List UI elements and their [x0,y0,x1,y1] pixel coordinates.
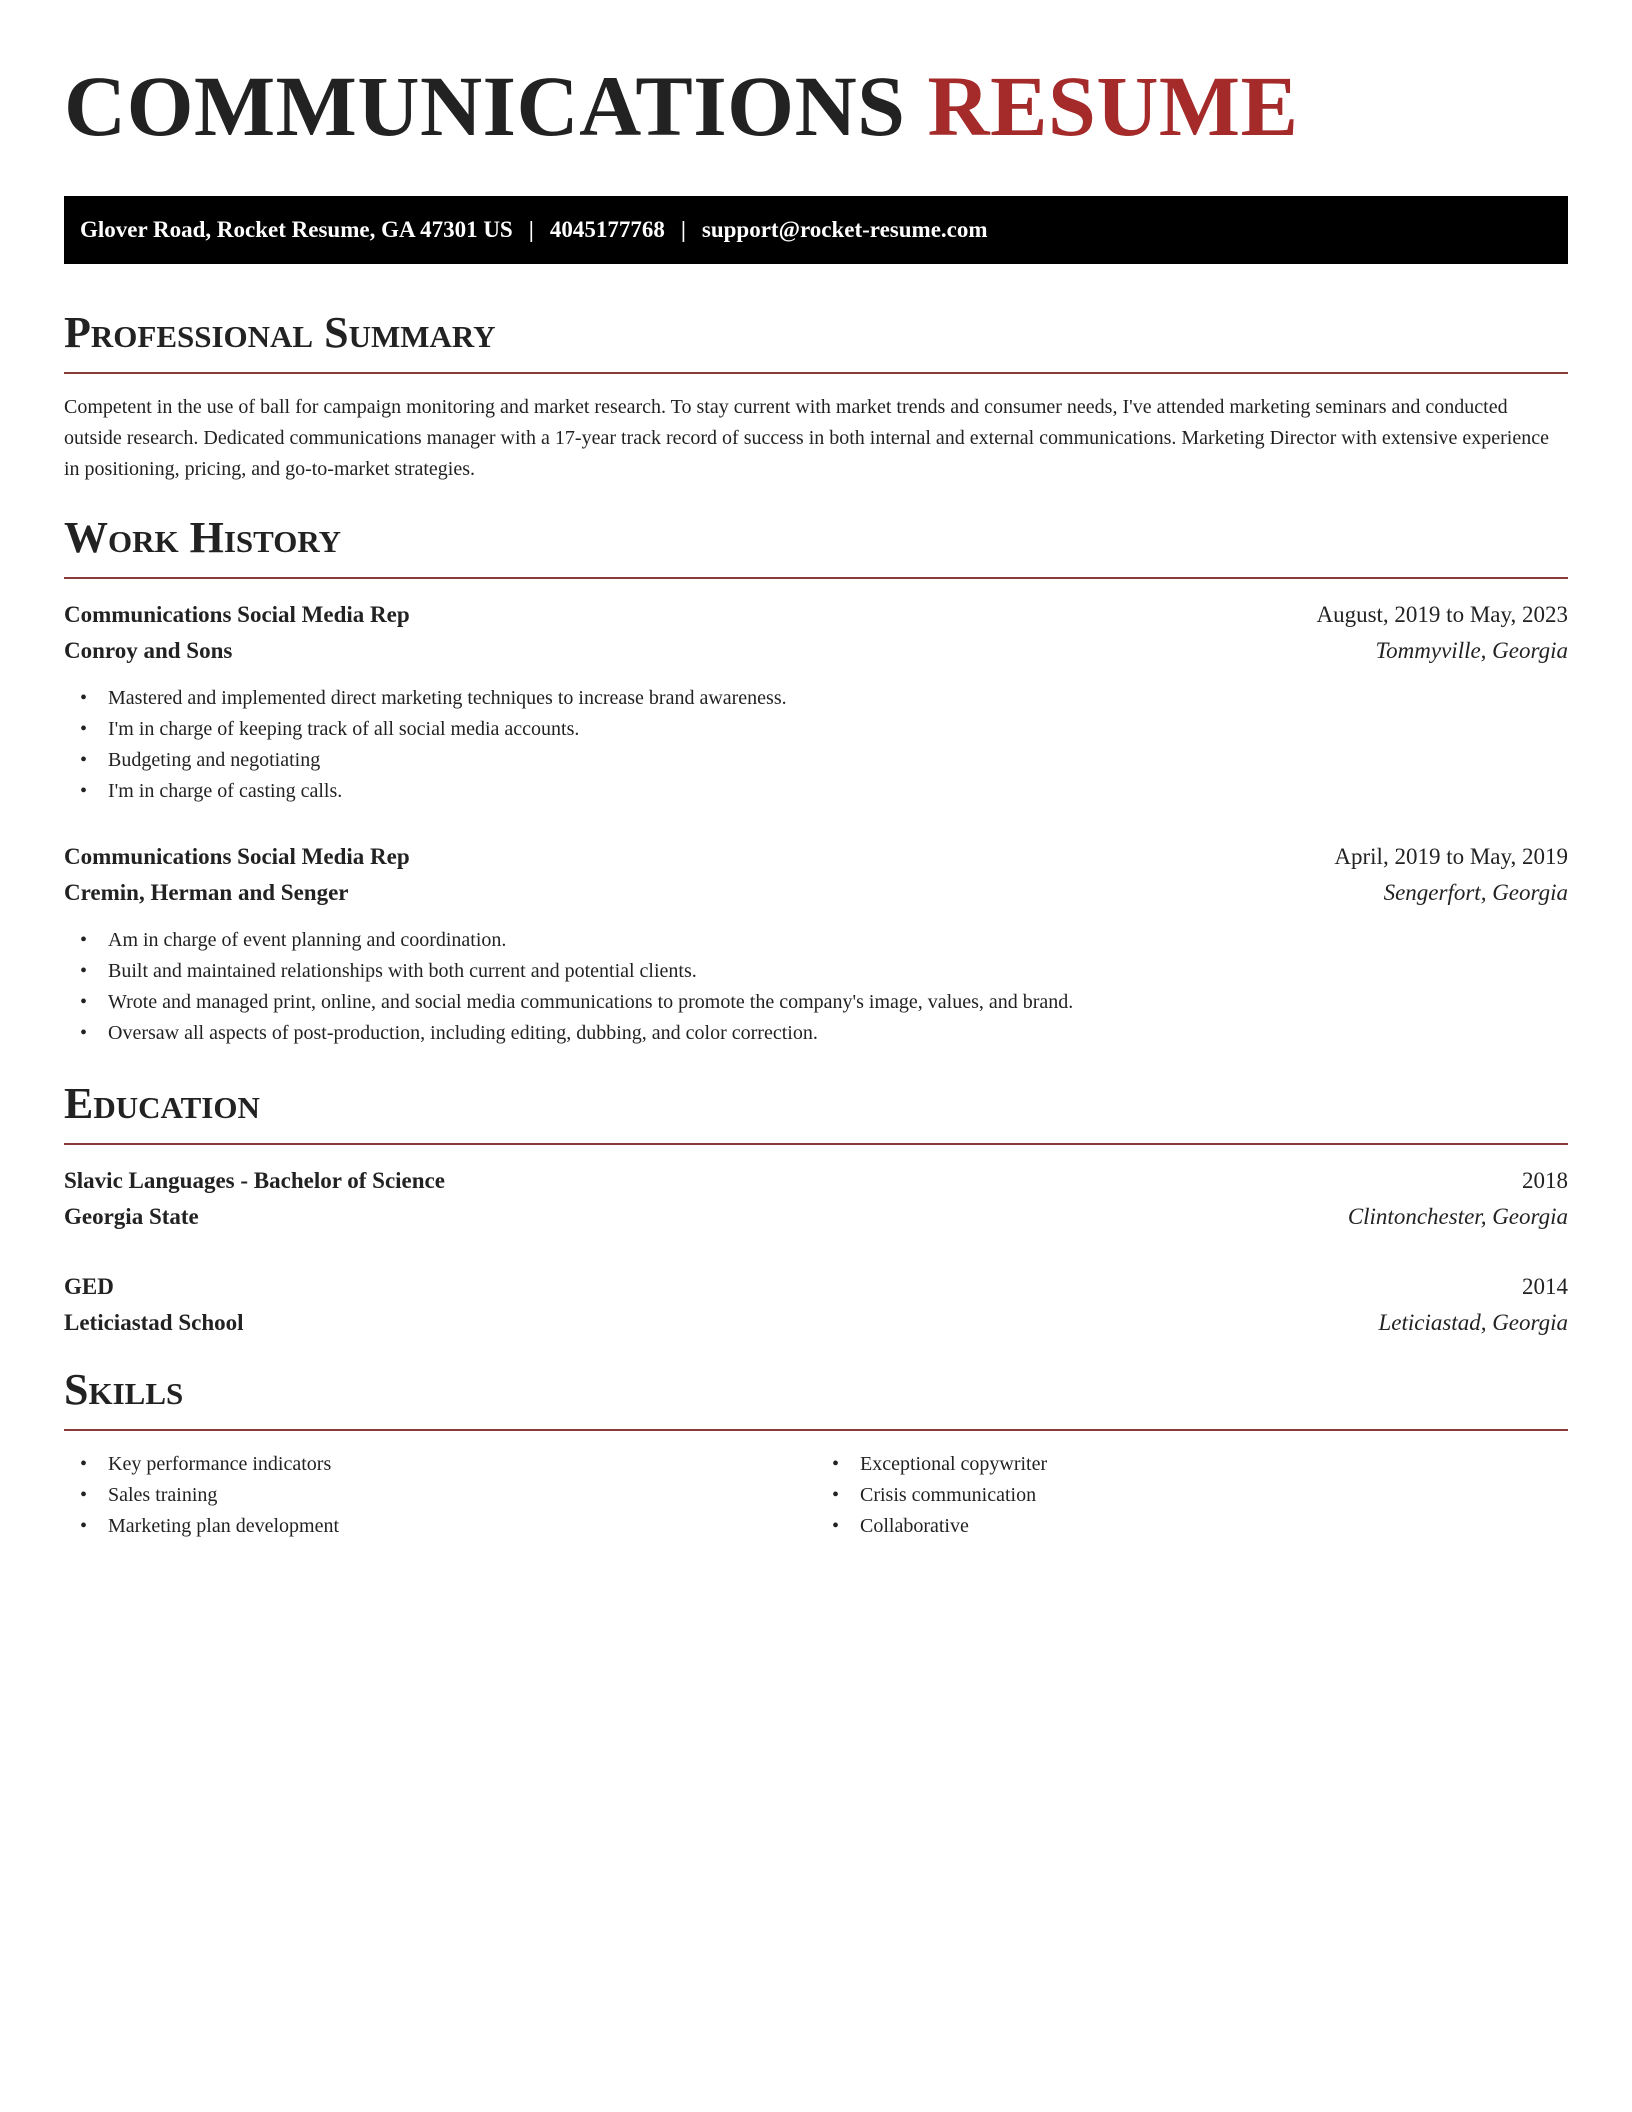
job-header-row [64,839,1568,875]
education-year: 2014 [1522,1274,1568,1299]
contact-separator: | [680,217,686,242]
job-title: Communications Social Media Rep [64,602,410,627]
skill-item: • Key performance indicators [64,1449,816,1480]
job-bullet: • Am in charge of event planning and coordination. [64,925,1568,956]
skills-column-right [816,1449,1568,1542]
section-divider [64,1429,1568,1431]
job-header-row [64,597,1568,633]
section-heading-education: Education [64,1079,260,1128]
education-school-row [64,1305,1568,1341]
summary-text: Competent in the use of ball for campaign monitoring and market research. To stay current with market trends and consumer needs, I've attended marketing seminars and conducted outside research. Dedicated communications manager with a 17-year track record of success in both internal and external communications. Marketing Director with extensive experience in positioning, pricing, and go-to-market strategies. [64,396,1549,480]
education-school-row [64,1199,1568,1235]
job-location: Sengerfort, Georgia [1383,880,1568,905]
education-degree-row [64,1163,1568,1199]
skills-column-left [64,1449,816,1542]
professional-summary-section [64,306,1568,485]
section-heading-work-history: Work History [64,513,342,562]
section-heading-summary: Professional Summary [64,308,496,357]
title-main: COMMUNICATIONS [64,58,906,154]
education-degree: Slavic Languages - Bachelor of Science [64,1168,445,1193]
work-history-section [64,511,1568,1049]
job-bullet: • Mastered and implemented direct marketing techniques to increase brand awareness. [64,683,1568,714]
job-bullet: • Wrote and managed print, online, and social media communications to promote the company's image, values, and brand. [64,987,1568,1018]
job-company: Cremin, Herman and Senger [64,880,349,905]
job-dates: August, 2019 to May, 2023 [1316,602,1568,627]
education-degree-row [64,1269,1568,1305]
job-dates: April, 2019 to May, 2019 [1334,844,1568,869]
job-bullet: • I'm in charge of keeping track of all social media accounts. [64,714,1568,745]
skill-item: • Crisis communication [816,1480,1568,1511]
skills-grid [64,1449,1568,1542]
job-bullet-list [64,683,1568,807]
education-school: Georgia State [64,1204,199,1229]
education-location: Leticiastad, Georgia [1378,1310,1568,1335]
education-entry [64,1163,1568,1235]
job-bullet-list [64,925,1568,1049]
education-year: 2018 [1522,1168,1568,1193]
job-bullet: • Oversaw all aspects of post-production, including editing, dubbing, and color correction. [64,1018,1568,1049]
job-company-row [64,633,1568,669]
job-bullet: • Built and maintained relationships with both current and potential clients. [64,956,1568,987]
contact-bar [64,196,1568,264]
contact-email: support@rocket-resume.com [701,217,988,242]
education-degree: GED [64,1274,114,1299]
skill-item: • Sales training [64,1480,816,1511]
job-title: Communications Social Media Rep [64,844,410,869]
job-location: Tommyville, Georgia [1375,638,1568,663]
section-divider [64,1143,1568,1145]
job-bullet: • Budgeting and negotiating [64,745,1568,776]
skills-list [816,1449,1568,1542]
job-entry [64,839,1568,1049]
section-heading-skills: Skills [64,1365,184,1414]
skill-item: • Marketing plan development [64,1511,816,1542]
job-entry [64,597,1568,807]
skill-item: • Exceptional copywriter [816,1449,1568,1480]
resume-title [64,56,1568,156]
title-accent: RESUME [927,58,1299,154]
education-section [64,1077,1568,1341]
education-entry [64,1269,1568,1341]
contact-address: Glover Road, Rocket Resume, GA 47301 US [80,217,513,242]
job-company: Conroy and Sons [64,638,233,663]
contact-phone: 4045177768 [549,217,665,242]
skills-list [64,1449,816,1542]
education-location: Clintonchester, Georgia [1347,1204,1568,1229]
skills-section [64,1363,1568,1542]
skill-item: • Collaborative [816,1511,1568,1542]
job-bullet: • I'm in charge of casting calls. [64,776,1568,807]
section-divider [64,372,1568,374]
section-divider [64,577,1568,579]
job-company-row [64,875,1568,911]
contact-separator: | [528,217,534,242]
education-school: Leticiastad School [64,1310,244,1335]
